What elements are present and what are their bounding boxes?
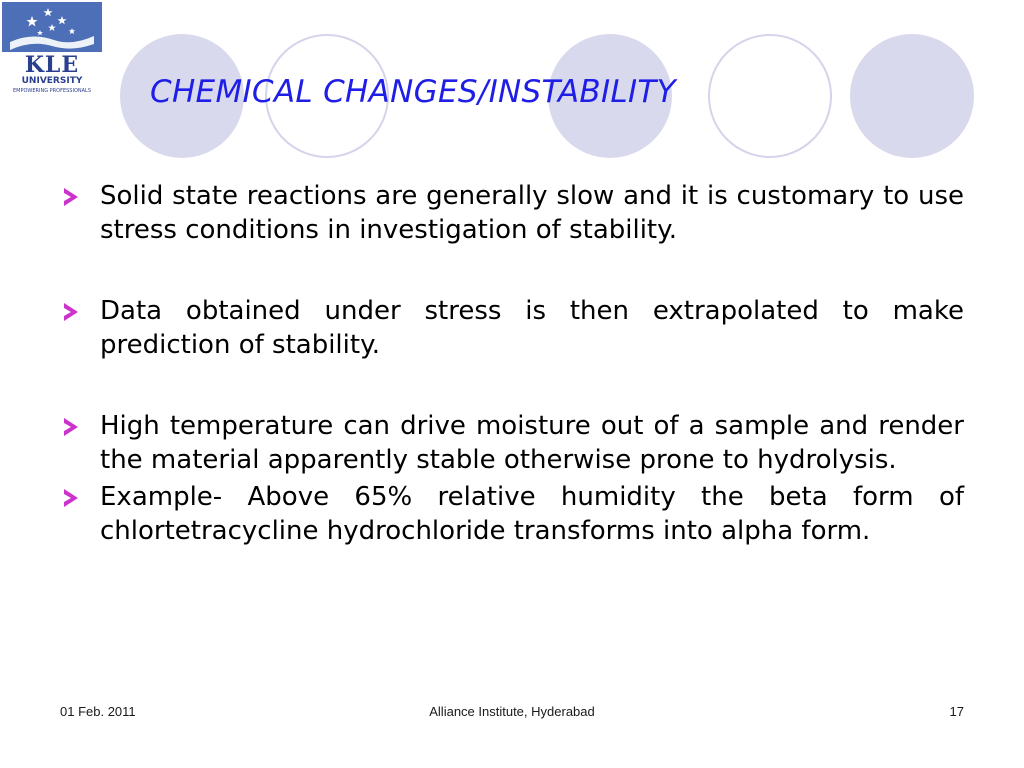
logo-subtitle: UNIVERSITY	[21, 76, 83, 86]
arrow-bullet-icon	[64, 418, 78, 436]
arrow-bullet-icon	[64, 489, 78, 507]
footer-date: 01 Feb. 2011	[60, 704, 136, 719]
bullet-text: Solid state reactions are generally slow and it is customary to use stress conditions in investigation of stability.	[100, 181, 964, 245]
slide-number: 17	[949, 704, 964, 719]
logo-name: KLE	[24, 52, 80, 78]
bullet-text: Example- Above 65% relative humidity the beta form of chlortetracycline hydrochloride transforms into alpha form.	[100, 482, 964, 546]
bullet-item	[62, 295, 964, 362]
bullet-item	[62, 481, 964, 548]
slide-title: CHEMICAL CHANGES/INSTABILITY	[150, 74, 676, 110]
logo-stars-hand-icon	[2, 2, 102, 52]
logo-tagline: EMPOWERING PROFESSIONALS	[12, 88, 92, 94]
bullet-text: Data obtained under stress is then extrapolated to make prediction of stability.	[100, 296, 964, 360]
footer-institute: Alliance Institute, Hyderabad	[429, 704, 595, 719]
kle-university-logo	[2, 2, 102, 100]
bullet-list	[62, 180, 964, 548]
bullet-item	[62, 410, 964, 477]
arrow-bullet-icon	[64, 303, 78, 321]
bullet-item	[62, 180, 964, 247]
bullet-text: High temperature can drive moisture out of a sample and render the material apparently stable otherwise prone to hydrolysis.	[100, 411, 964, 475]
arrow-bullet-icon	[64, 188, 78, 206]
